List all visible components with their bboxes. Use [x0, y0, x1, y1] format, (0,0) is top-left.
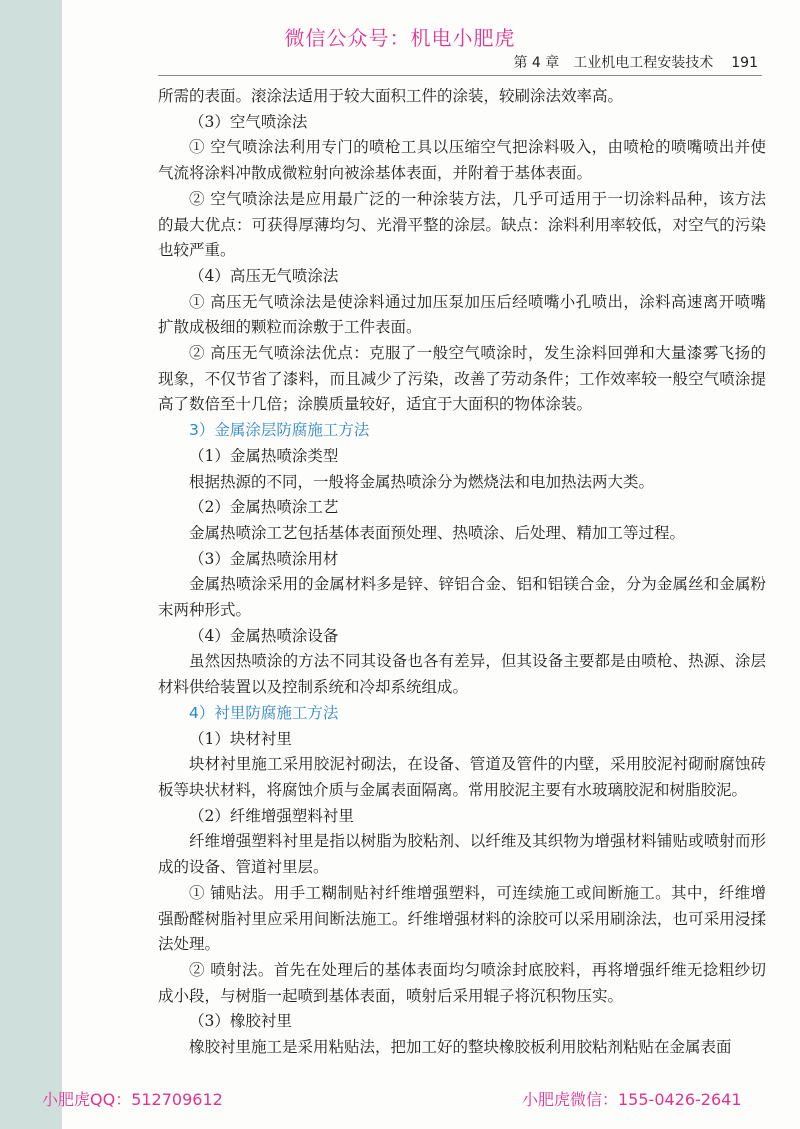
- paragraph: 根据热源的不同，一般将金属热喷涂分为燃烧法和电加热法两大类。: [189, 472, 655, 491]
- section-heading: 3）金属涂层防腐施工方法: [189, 421, 370, 440]
- paragraph: ② 空气喷涂法是应用最广泛的一种涂装方法，几乎可适用于一切涂料品种，该方法的最大优点：可获得厚薄均匀、光滑平整的涂层。缺点：涂料利用率较低，对空气的污染也较严重。: [158, 189, 766, 260]
- subsection-heading: （4）高压无气喷涂法: [189, 266, 339, 285]
- header-rule: [158, 75, 762, 76]
- subsection-heading: （3）空气喷涂法: [189, 112, 308, 131]
- subsection-heading: （1）金属热喷涂类型: [189, 446, 339, 465]
- subsection-heading: （2）金属热喷涂工艺: [189, 498, 339, 517]
- watermark-top: 微信公众号：机电小肥虎: [284, 26, 516, 50]
- section-heading: 4）衬里防腐施工方法: [189, 703, 339, 722]
- paragraph: 金属热喷涂采用的金属材料多是锌、锌铝合金、铝和铝镁合金，分为金属丝和金属粉末两种形式。: [158, 575, 766, 620]
- subsection-heading: （3）金属热喷涂用材: [189, 549, 339, 568]
- paragraph: ① 高压无气喷涂法是使涂料通过加压泵加压后经喷嘴小孔喷出，涂料高速离开喷嘴扩散成极细的颗粒而涂敷于工件表面。: [158, 292, 766, 337]
- subsection-heading: （3）橡胶衬里: [189, 1012, 292, 1031]
- body-text: [158, 84, 766, 1061]
- running-head: [513, 52, 758, 72]
- paragraph: 纤维增强塑料衬里是指以树脂为胶粘剂、以纤维及其织物为增强材料铺贴或喷射而形成的设备、管道衬里层。: [158, 832, 766, 877]
- paragraph: 块材衬里施工采用胶泥衬砌法，在设备、管道及管件的内壁，采用胶泥衬砌耐腐蚀砖板等块状材料，将腐蚀介质与金属表面隔离。常用胶泥主要有水玻璃胶泥和树脂胶泥。: [158, 755, 766, 799]
- footer-qq: 小肥虎QQ：512709612: [42, 1090, 223, 1109]
- paragraph: 所需的表面。滚涂法适用于较大面积工件的涂装，较刷涂法效率高。: [158, 87, 624, 105]
- paragraph: ② 高压无气喷涂法优点：克服了一般空气喷涂时，发生涂料回弹和大量漆雾飞扬的现象，不仅节省了漆料，而且减少了污染，改善了劳动条件；工作效率较一般空气喷涂提高了数倍至十几倍；涂膜质量较好，适宜于大面积的物体涂装。: [158, 344, 766, 414]
- paragraph: 虽然因热喷涂的方法不同其设备也各有差异，但其设备主要都是由喷枪、热源、涂层材料供给装置以及控制系统和冷却系统组成。: [158, 652, 766, 697]
- chapter-title: 第 4 章 工业机电工程安装技术: [513, 55, 714, 71]
- paragraph: 橡胶衬里施工是采用粘贴法，把加工好的整块橡胶板利用胶粘剂粘贴在金属表面: [189, 1038, 732, 1057]
- page-number: 191: [731, 55, 758, 71]
- footer-wechat: 小肥虎微信：155-0426-2641: [522, 1090, 742, 1109]
- subsection-heading: （1）块材衬里: [189, 729, 292, 748]
- page-edge-strip: [0, 0, 62, 1129]
- subsection-heading: （4）金属热喷涂设备: [189, 626, 339, 645]
- paragraph: ① 铺贴法。用手工糊制贴衬纤维增强塑料，可连续施工或间断施工。其中，纤维增强酚醛树脂衬里应采用间断法施工。纤维增强材料的涂胶可以采用刷涂法，也可采用浸揉法处理。: [158, 883, 766, 954]
- subsection-heading: （2）纤维增强塑料衬里: [189, 806, 354, 825]
- paragraph: ② 喷射法。首先在处理后的基体表面均匀喷涂封底胶料，再将增强纤维无捻粗纱切成小段，与树脂一起喷到基体表面，喷射后采用辊子将沉积物压实。: [158, 960, 766, 1005]
- paragraph: ① 空气喷涂法利用专门的喷枪工具以压缩空气把涂料吸入，由喷枪的喷嘴喷出并使气流将涂料冲散成微粒射向被涂基体表面，并附着于基体表面。: [158, 138, 766, 183]
- paragraph: 金属热喷涂工艺包括基体表面预处理、热喷涂、后处理、精加工等过程。: [189, 523, 686, 542]
